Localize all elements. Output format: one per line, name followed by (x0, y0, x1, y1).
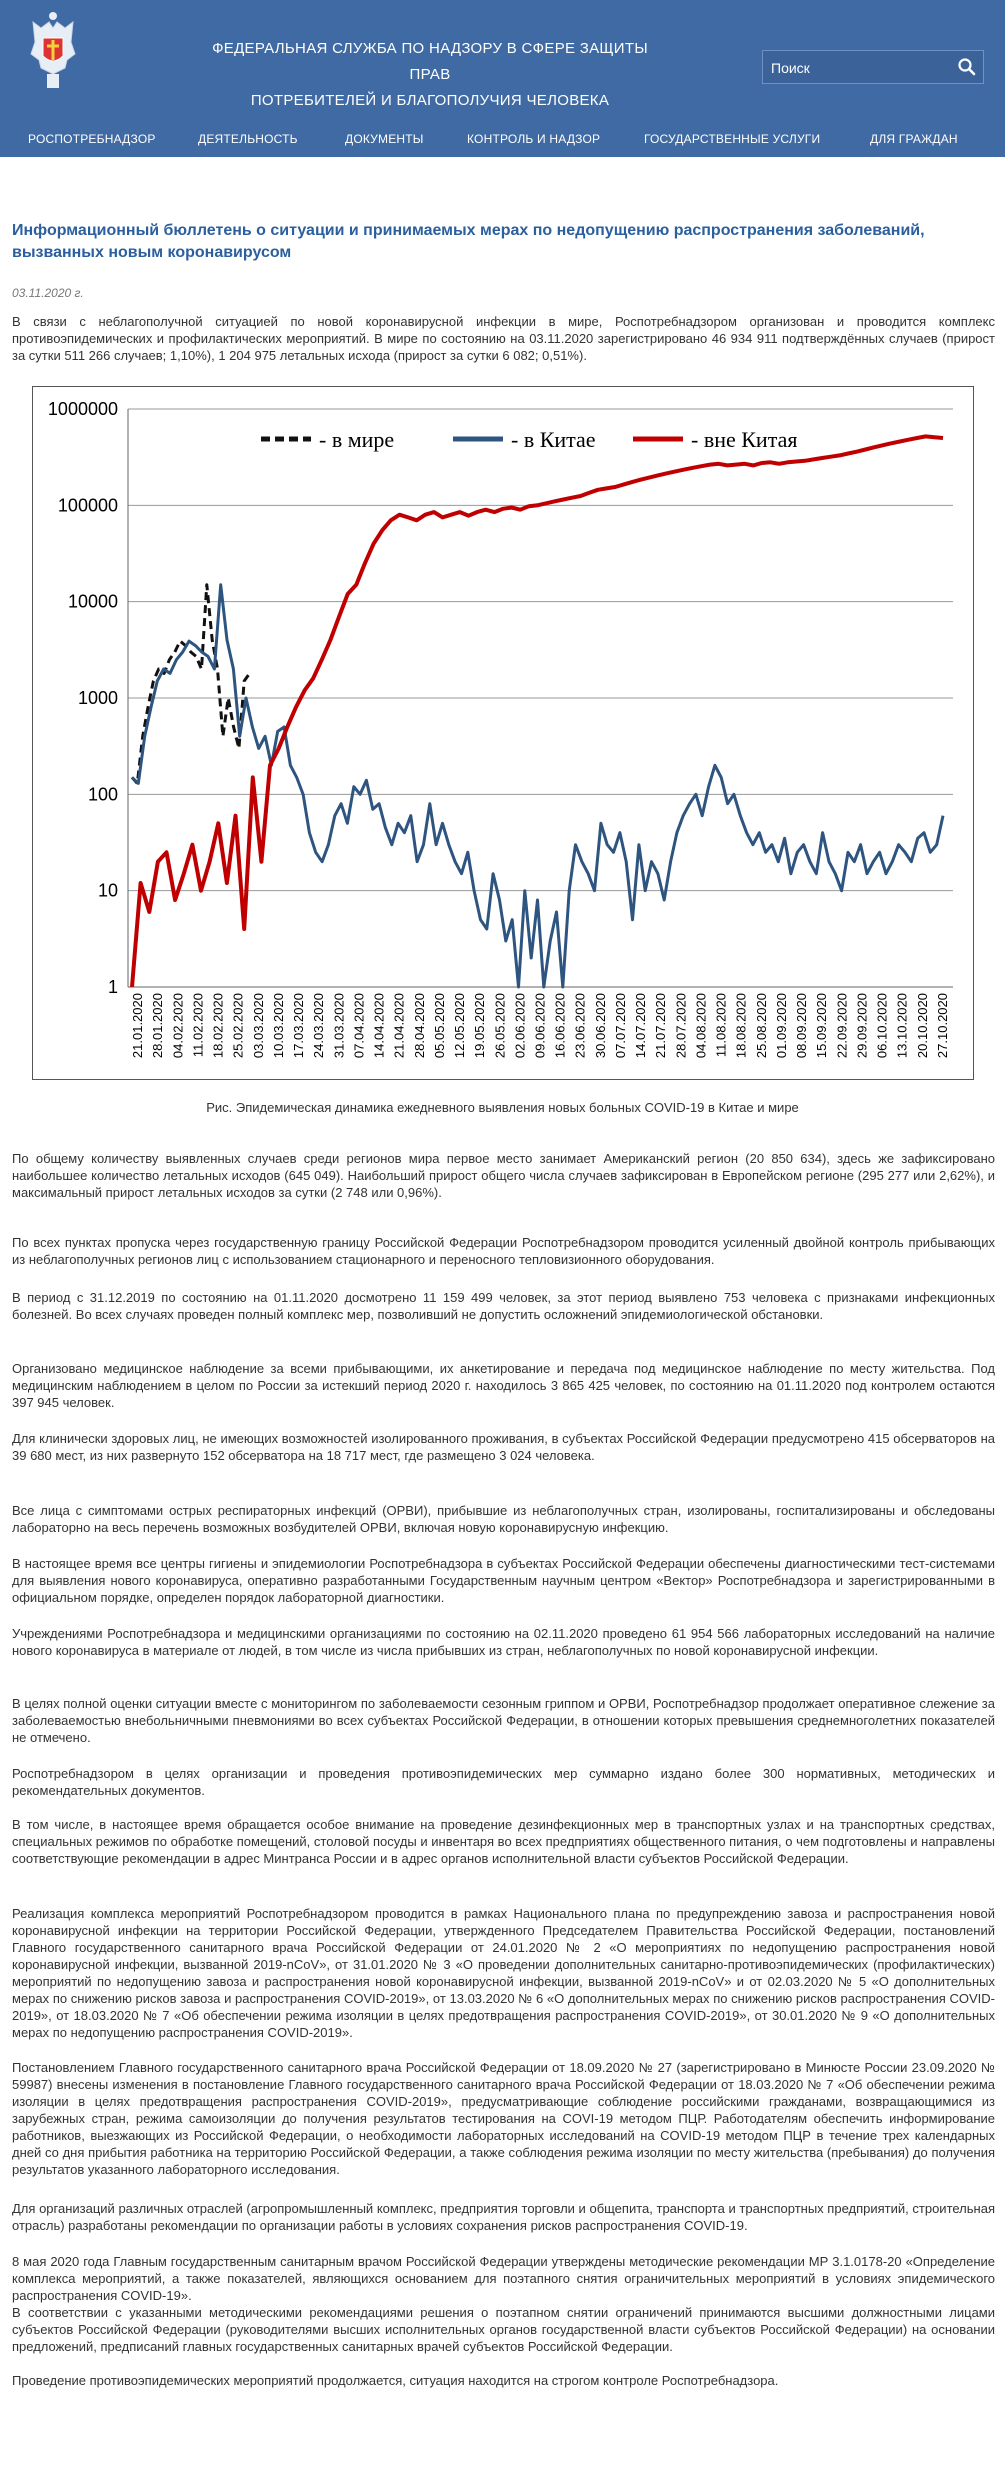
paragraph-observation: Организовано медицинское наблюдение за всеми прибывающими, их анкетирование и передача под медицинское наблюдение по месту жительства. Под медицинским наблюдением в целом по России за истекший период 2020 г. находилось 3 865 425 человек, по состоянию на 01.11.2020 под контролем остаются 397 945 человек. (12, 1361, 995, 1410)
chart-caption: Рис. Эпидемическая динамика ежедневного выявления новых больных COVID-19 в Китае и мире (206, 1100, 799, 1115)
x-tick-label: 17.03.2020 (291, 993, 307, 1059)
x-tick-label: 11.08.2020 (713, 993, 729, 1058)
nav-item-control[interactable]: КОНТРОЛЬ И НАДЗОР (467, 132, 601, 146)
x-tick-label: 28.04.2020 (411, 993, 427, 1059)
paragraph-national-plan: Реализация комплекса мероприятий Роспотребнадзором проводится в рамках Национального плана по предупреждению завоза и распространения новой коронавирусной инфекции на территории Российской Федерации, утвержденного Председателем Правительства Российской Федерации, постановлений Главного государственного санитарного врача Российской Федерации от 24.01.2020 № 2 «О мероприятиях по недопущению распространения новой коронавирусной инфекции, вызванной 2019-nCoV», от 31.01.2020 № 3 «О проведении дополнительных санитарно-противоэпидемических (профилактических) мероприятий по недопущению завоза и распространения новой коронавирусной инфекции, вызванной 2019-nCoV» и от 02.03.2020 № 5 «О дополнительных мерах по снижению рисков завоза и распространения COVID-2019», от 13.03.2020 № 6 «О дополнительных мерах по снижению рисков распространения COVID-2019», от 18.03.2020 № 7 «Об обеспечении режима изоляции в целях предотвращения распространения COVID-2019», от 30.01.2020 № 9 «О дополнительных мерах по недопущению распространения COVID-2019». (12, 1906, 995, 2040)
x-tick-label: 01.09.2020 (773, 993, 789, 1059)
x-tick-label: 04.08.2020 (693, 993, 709, 1059)
x-tick-label: 30.06.2020 (592, 993, 608, 1059)
paragraph-methodical-recommendations: 8 мая 2020 года Главным государственным санитарным врачом Российской Федерации утверждены методические рекомендации МР 3.1.0178-20 «Определение комплекса мероприятий, а также показателей, являющихся основанием для поэтапного снятия ограничительных мероприятий в условиях эпидемического распространения COVID-19». (12, 2254, 995, 2303)
legend-label: - в Китае (511, 427, 596, 452)
main-nav (0, 126, 1005, 156)
y-tick-label: 1000 (77, 688, 118, 708)
organization-title-line1: ФЕДЕРАЛЬНАЯ СЛУЖБА ПО НАДЗОРУ В СФЕРЕ ЗАЩИТЫ ПРАВ (212, 40, 648, 83)
page-title: Информационный бюллетень о ситуации и принимаемых мерах по недопущению распространения заболеваний, вызванных новым коронавирусом (12, 222, 925, 261)
x-tick-label: 24.03.2020 (311, 993, 327, 1059)
x-tick-label: 31.03.2020 (331, 993, 347, 1059)
x-tick-label: 07.04.2020 (351, 993, 367, 1059)
search-box (762, 50, 984, 84)
x-tick-label: 19.05.2020 (472, 993, 488, 1059)
paragraph-industries: Для организаций различных отраслей (агропромышленный комплекс, предприятия торговли и общепита, транспорта и транспортных предприятий, строительная отрасль) разработаны рекомендации по организации работы в условиях сохранения рисков распространения COVID-19. (12, 2201, 995, 2233)
paragraph-disinfection: В том числе, в настоящее время обращается особое внимание на проведение дезинфекционных мер в транспортных узлах и на транспортных средствах, специальных режимов по обработке помещений, столовой посуды и инвентаря во всех предприятиях общественного питания, о чем подготовлены и направлены соответствующие рекомендации в адрес Минтранса России и в адрес органов исполнительной власти субъектов Российской Федерации. (12, 1817, 995, 1866)
x-tick-label: 05.05.2020 (431, 993, 447, 1059)
x-tick-label: 28.07.2020 (673, 993, 689, 1059)
x-tick-label: 20.10.2020 (914, 993, 930, 1059)
emblem-icon[interactable] (25, 8, 81, 94)
paragraph-pneumonia: В целях полной оценки ситуации вместе с мониторингом по заболеваемости сезонным гриппом и ОРВИ, Роспотребнадзор продолжает оперативное слежение за заболеваемостью внебольничными пневмониями во всех субъектах Российской Федерации, в отношении которых превышения среднемноголетних показателей не отмечено. (12, 1696, 995, 1745)
legend-label: - вне Китая (691, 427, 798, 452)
y-tick-label: 1 (107, 977, 118, 997)
x-tick-label: 26.05.2020 (492, 993, 508, 1059)
x-tick-label: 13.10.2020 (894, 993, 910, 1059)
x-tick-label: 27.10.2020 (934, 993, 950, 1059)
x-tick-label: 25.02.2020 (230, 993, 246, 1059)
x-tick-label: 25.08.2020 (753, 993, 769, 1059)
x-tick-label: 21.07.2020 (653, 993, 669, 1059)
organization-title-line2: ПОТРЕБИТЕЛЕЙ И БЛАГОПОЛУЧИЯ ЧЕЛОВЕКА (250, 92, 610, 109)
x-tick-label: 14.04.2020 (371, 993, 387, 1059)
nav-item-services[interactable]: ГОСУДАРСТВЕННЫЕ УСЛУГИ (644, 132, 821, 146)
x-tick-label: 18.08.2020 (733, 993, 749, 1059)
intro-paragraph: В связи с неблагополучной ситуацией по новой коронавирусной инфекции в мире, Роспотребнадзором организован и проводится комплекс противоэпидемических и профилактических мероприятий. В мире по состоянию на 03.11.2020 зарегистрировано 46 934 911 подтверждённых случаев (прирост за сутки 511 266 случаев; 1,10%), 1 204 975 летальных исхода (прирост за сутки 6 082; 0,51%). (12, 314, 995, 363)
x-tick-label: 29.09.2020 (854, 993, 870, 1059)
x-tick-label: 11.02.2020 (190, 993, 206, 1058)
article-date: 03.11.2020 г. (12, 286, 84, 300)
legend-label: - в мире (319, 427, 395, 452)
x-tick-label: 16.06.2020 (552, 993, 568, 1059)
nav-item-citizens[interactable]: ДЛЯ ГРАЖДАН (870, 132, 958, 146)
paragraph-regions: По общему количеству выявленных случаев среди регионов мира первое место занимает Американский регион (20 850 634), здесь же зафиксировано наибольшее количество летальных исходов (645 049). Наибольший прирост общего числа случаев зафиксирован в Европейском регионе (295 277 или 2,62%), и максимальный прирост летальных исходов за сутки (2 748 или 0,96%). (12, 1151, 995, 1200)
x-tick-label: 04.02.2020 (170, 993, 186, 1059)
x-tick-label: 07.07.2020 (612, 993, 628, 1059)
x-tick-label: 22.09.2020 (834, 993, 850, 1059)
nav-item-documents[interactable]: ДОКУМЕНТЫ (345, 132, 424, 146)
x-tick-label: 08.09.2020 (794, 993, 810, 1059)
y-tick-label: 100000 (57, 495, 118, 516)
organization-title (200, 36, 660, 114)
x-tick-label: 21.01.2020 (130, 993, 146, 1059)
paragraph-documents: Роспотребнадзором в целях организации и проведения противоэпидемических мер суммарно издано более 300 нормативных, методических и рекомендательных документов. (12, 1766, 995, 1798)
paragraph-observatories: Для клинически здоровых лиц, не имеющих возможностей изолированного проживания, в субъектах Российской Федерации предусмотрено 415 обсерваторов на 39 680 мест, из них развернуто 152 обсерватора на 18 717 мест, где размещено 3 024 человека. (12, 1431, 995, 1463)
y-tick-label: 10 (97, 880, 118, 901)
x-tick-label: 09.06.2020 (532, 993, 548, 1059)
x-tick-label: 12.05.2020 (452, 993, 468, 1059)
x-tick-label: 02.06.2020 (512, 993, 528, 1059)
paragraph-inspections: В период с 31.12.2019 по состоянию на 01.11.2020 досмотрено 11 159 499 человек, за этот период выявлено 753 человека с признаками инфекционных болезней. Во всех случаях проведен полный комплекс мер, позволивший не допустить осложнений эпидемиологической обстановки. (12, 1290, 995, 1322)
search-icon[interactable] (957, 57, 977, 77)
y-tick-label: 1000000 (47, 399, 118, 419)
x-tick-label: 23.06.2020 (572, 993, 588, 1059)
paragraph-conclusion: Проведение противоэпидемических мероприятий продолжается, ситуация находится на строгом контроле Роспотребнадзора. (12, 2373, 779, 2388)
paragraph-lab-tests: Учреждениями Роспотребнадзора и медицинскими организациями по состоянию на 02.11.2020 проведено 61 954 566 лабораторных исследований на наличие нового коронавируса в материале от людей, в том числе из числа прибывших из стран, неблагополучных по новой коронавирусной инфекции. (12, 1626, 995, 1658)
x-tick-label: 03.03.2020 (250, 993, 266, 1059)
y-tick-label: 10000 (67, 591, 118, 612)
x-tick-label: 18.02.2020 (210, 993, 226, 1059)
site-header (0, 0, 1005, 157)
y-tick-label: 100 (87, 784, 118, 805)
paragraph-resolution-27: Постановлением Главного государственного санитарного врача Российской Федерации от 18.09.2020 № 27 (зарегистрировано в Минюсте России 23.09.2020 № 59987) внесены изменения в постановление Главного государственного санитарного врача Российской Федерации от 18.03.2020 № 7 «Об обеспечении режима изоляции в целях предотвращения распространения COVID-2019», предусматривающие соблюдение российскими гражданами, возвращающимися из зарубежных стран, режима самоизоляции до получения результатов тестирования на COVI-19 методом ПЦР. Работодателям обеспечить информирование работников, выезжающих из Российской Федерации, о необходимости лабораторных исследований на COVID-19 методом ПЦР в течение трех календарных дней со дня прибытия работника на территорию Российской Федерации, а также соблюдения режима изоляции по месту жительства (пребывания) до получения результатов указанного лабораторного исследования. (12, 2060, 995, 2177)
x-tick-label: 06.10.2020 (874, 993, 890, 1059)
paragraph-border-control: По всех пунктах пропуска через государственную границу Российской Федерации Роспотребнадзором проводится усиленный двойной контроль прибывающих из неблагополучных регионов лиц с использованием стационарного и переносного тепловизионного оборудования. (12, 1235, 995, 1267)
paragraph-test-systems: В настоящее время все центры гигиены и эпидемиологии Роспотребнадзора в субъектах Российской Федерации обеспечены диагностическими тест-системами для выявления нового коронавируса, оперативно разработанными Государственным научным центром «Вектор» Роспотребнадзора и зарегистрированными в официальном порядке, определен порядок лабораторной диагностики. (12, 1556, 995, 1605)
x-tick-label: 21.04.2020 (391, 993, 407, 1059)
chart-svg (33, 387, 973, 1079)
series-world-line (132, 585, 250, 784)
paragraph-arvi: Все лица с симптомами острых респираторных инфекций (ОРВИ), прибывшие из неблагополучных стран, изолированы, госпитализированы и обследованы лабораторно на весь перечень возможных возбудителей ОРВИ, включая новую коронавирусную инфекцию. (12, 1503, 995, 1535)
x-tick-label: 15.09.2020 (814, 993, 830, 1059)
nav-item-activity[interactable]: ДЕЯТЕЛЬНОСТЬ (198, 132, 298, 146)
epidemic-chart (32, 386, 974, 1080)
paragraph-restrictions: В соответствии с указанными методическими рекомендациями решения о поэтапном снятии ограничений принимаются высшими должностными лицами субъектов Российской Федерации (руководителями высших исполнительных органов государственной власти субъектов Российской Федерации) на основании предложений, предписаний главных государственных санитарных врачей субъектов Российской Федерации. (12, 2305, 995, 2354)
search-input[interactable] (769, 57, 943, 79)
x-tick-label: 14.07.2020 (633, 993, 649, 1059)
x-tick-label: 28.01.2020 (150, 993, 166, 1059)
nav-item-rospotrebnadzor[interactable]: РОСПОТРЕБНАДЗОР (28, 132, 156, 146)
x-tick-label: 10.03.2020 (270, 993, 286, 1059)
